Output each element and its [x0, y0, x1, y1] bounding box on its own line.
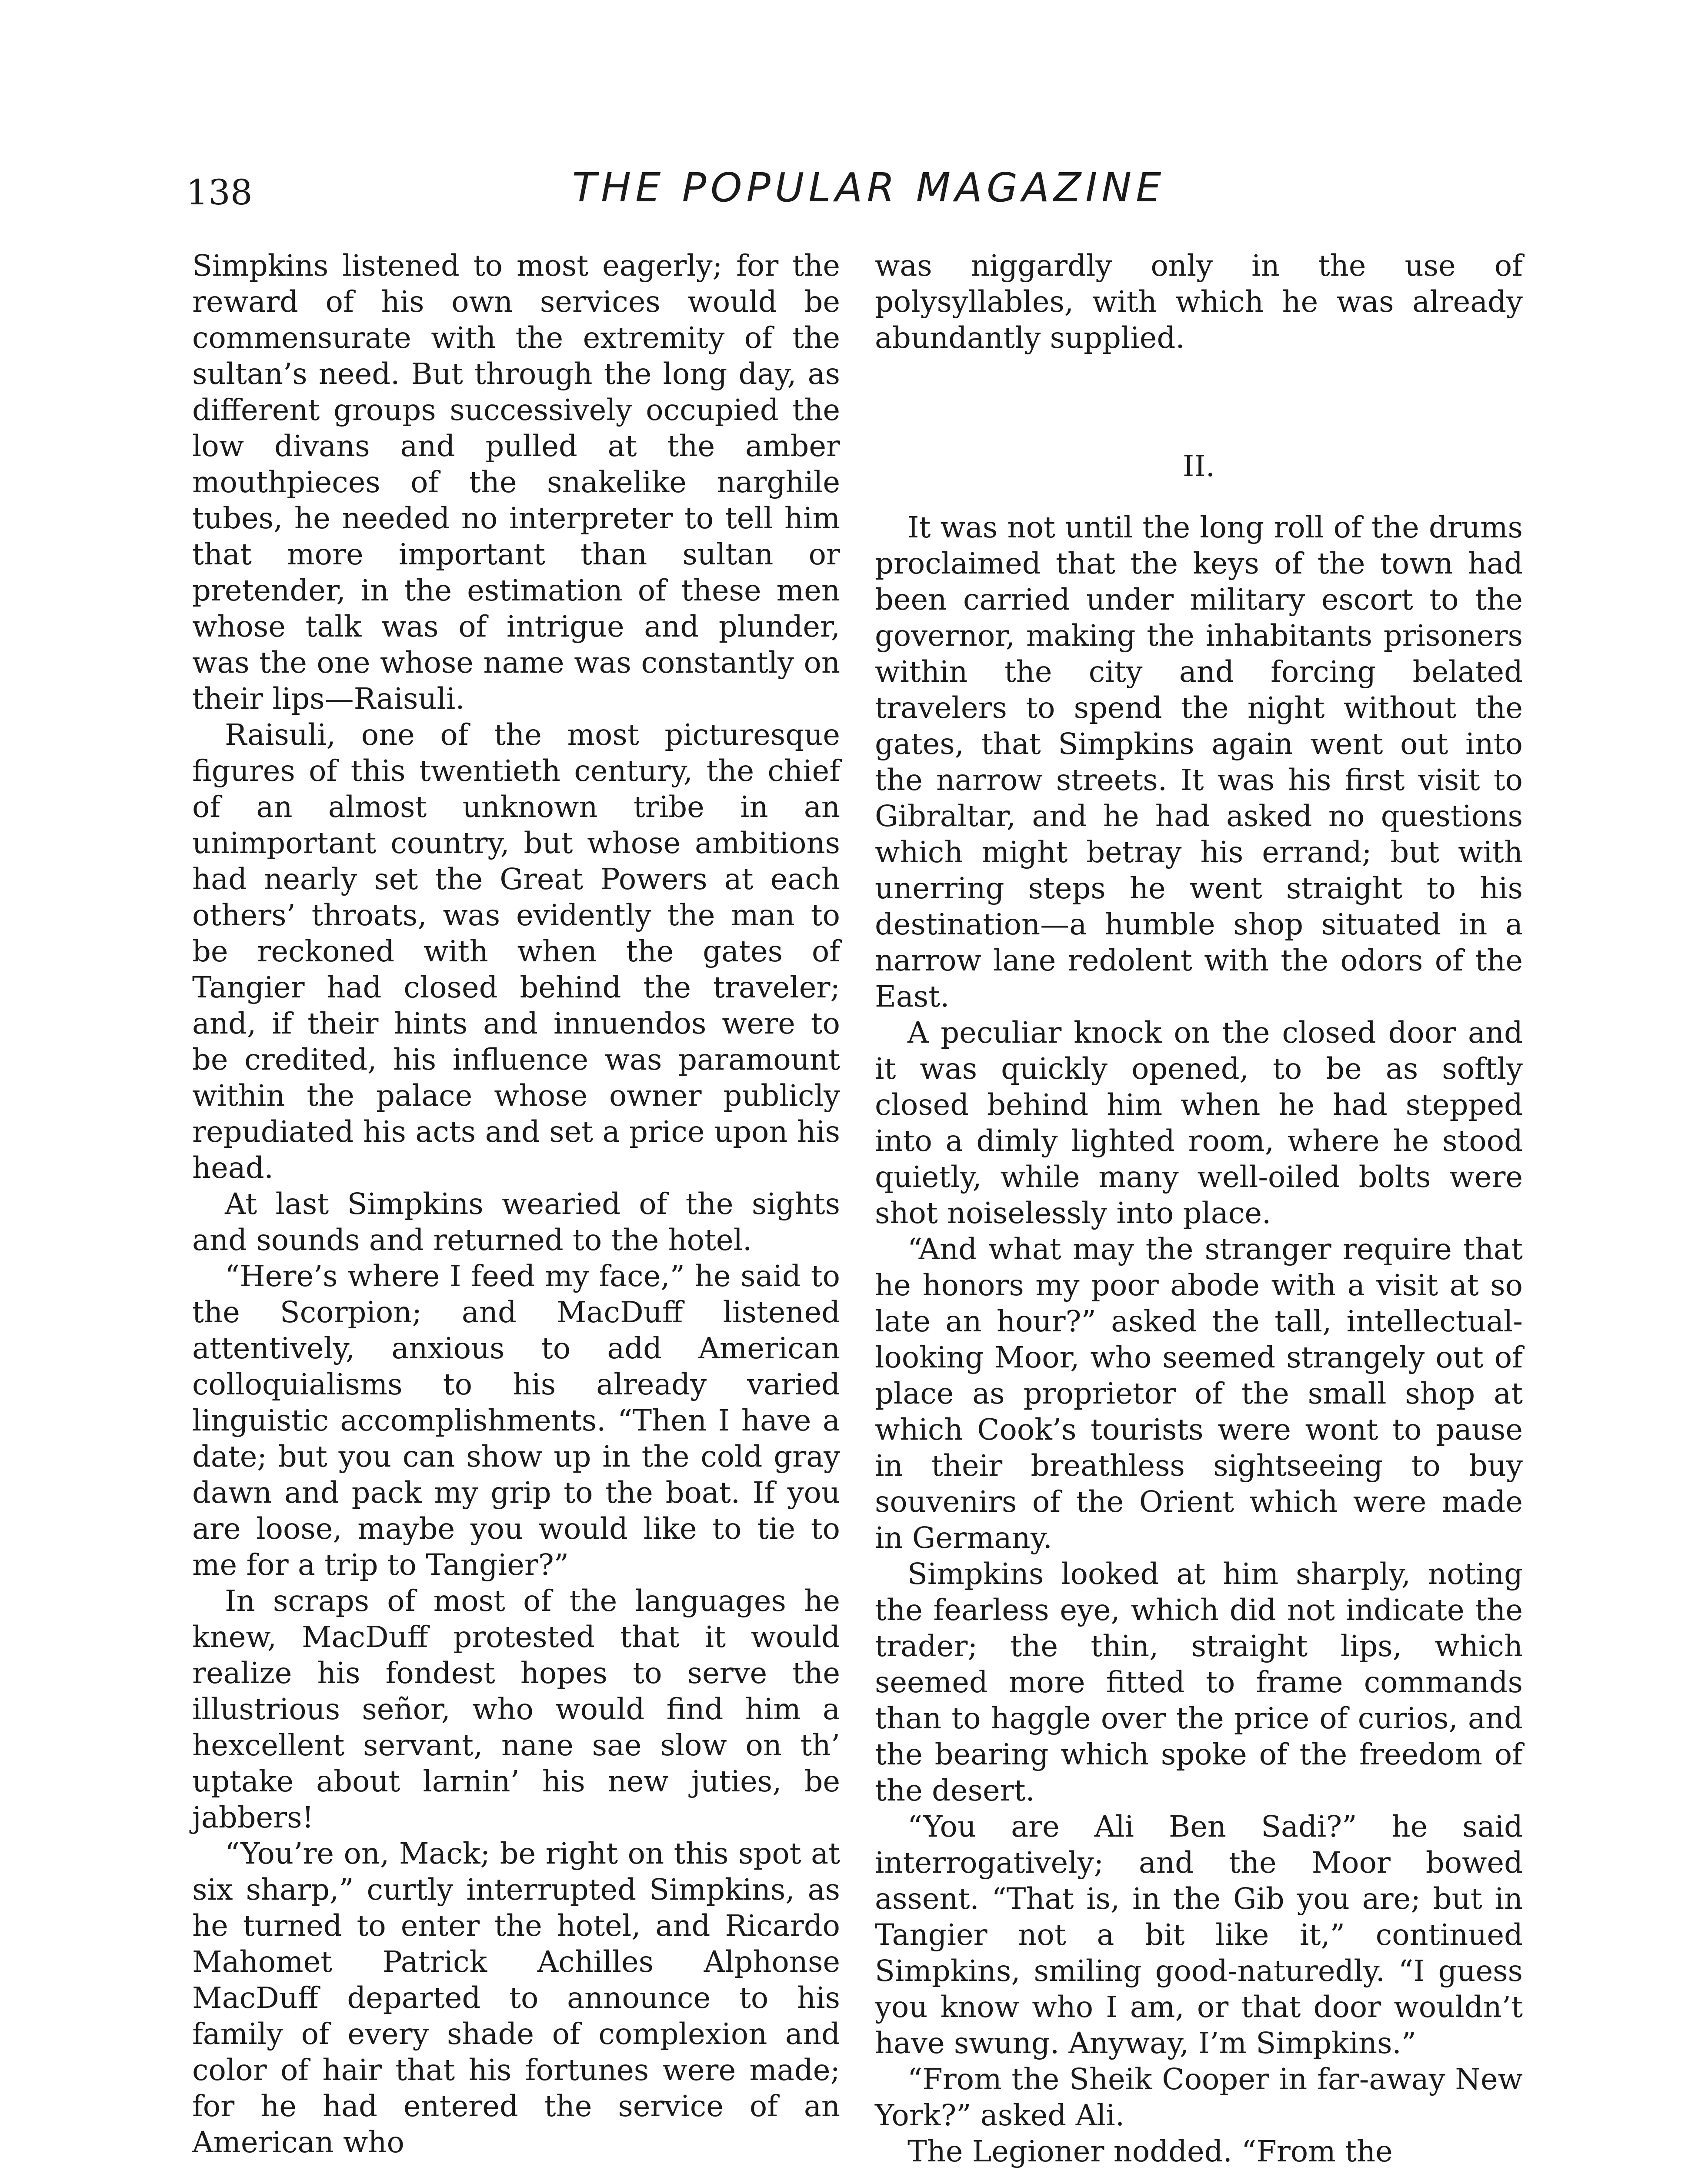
paragraph-continuation: was niggardly only in the use of polysyllables, with which he was already abundantly supplied. — [875, 249, 1523, 355]
paragraph: Raisuli, one of the most picturesque figures of this twentieth century, the chief of an almost unknown tribe in an unimportant country, but whose ambitions had nearly set the Great Powers at each others’ throats, was evidently the man to be reckoned with when the gates of Tangier had closed behind the traveler; and, if their hints and innuendos were to be credited, his influence was paramount within the palace whose owner publicly repudiated his acts and set a price upon his head. — [192, 718, 840, 1185]
page-number: 138 — [186, 172, 253, 213]
paragraph: “You are Ali Ben Sadi?” he said interrogatively; and the Moor bowed assent. “That is, in the Gib you are; but in Tangier not a bit like it,” continued Simpkins, smiling good-naturedly. “I guess you know who I am, or that door wouldn’t have swung. Anyway, I’m Simpkins.” — [875, 1810, 1523, 2060]
paragraph: “From the Sheik Cooper in far-away New York?” asked Ali. — [875, 2062, 1523, 2132]
paragraph: Simpkins looked at him sharply, noting the fearless eye, which did not indicate the trader; the thin, straight lips, which seemed more fitted to frame commands than to haggle over the price of curios, and the bearing which spoke of the freedom of the desert. — [875, 1557, 1523, 1807]
paragraph: “You’re on, Mack; be right on this spot at six sharp,” curtly interrupted Simpkins, as he turned to enter the hotel, and Ricardo Mahomet Patrick Achilles Alphonse MacDuff departed to announce to his family of every shade of complexion and color of hair that his fortunes were made; for he had entered the service of an American who — [192, 1837, 840, 2159]
paragraph: “And what may the stranger require that he honors my poor abode with a visit at so late an hour?” asked the tall, intellectual-looking Moor, who seemed strangely out of place as proprietor of the small shop at which Cook’s tourists were wont to pause in their breathless sightseeing to buy souvenirs of the Orient which were made in Germany. — [875, 1232, 1523, 1555]
paragraph: A peculiar knock on the closed door and it was quickly opened, to be as softly closed behind him when he had stepped into a dimly lighted room, where he stood quietly, while many well-oiled bolts were shot noiselessly into place. — [875, 1016, 1523, 1230]
magazine-title: THE POPULAR MAGAZINE — [572, 164, 1166, 211]
page-header — [186, 164, 1551, 225]
paragraph: It was not until the long roll of the drums proclaimed that the keys of the town had been carried under military escort to the governor, making the inhabitants prisoners within the city and forcing belated travelers to spend the night without the gates, that Simpkins again went out into the narrow streets. It was his first visit to Gibraltar, and he had asked no questions which might betray his errand; but with unerring steps he went straight to his destination—a humble shop situated in a narrow lane redolent with the odors of the East. — [875, 510, 1523, 1014]
paragraph: “Here’s where I feed my face,” he said to the Scorpion; and MacDuff listened attentively, anxious to add American colloquialisms to his already varied linguistic accomplishments. “Then I have a date; but you can show up in the cold gray dawn and pack my grip to the boat. If you are loose, maybe you would like to tie to me for a trip to Tangier?” — [192, 1259, 840, 1582]
paragraph: Simpkins listened to most eagerly; for the reward of his own services would be commensurate with the extremity of the sultan’s need. But through the long day, as different groups successively occupied the low divans and pulled at the amber mouthpieces of the snakelike narghile tubes, he needed no interpreter to tell him that more important than sultan or pretender, in the estimation of these men whose talk was of intrigue and plunder, was the one whose name was constantly on their lips—Raisuli. — [192, 249, 840, 716]
paragraph: The Legioner nodded. “From the — [907, 2134, 1393, 2168]
paragraph: In scraps of most of the languages he knew, MacDuff protested that it would realize his fondest hopes to serve the illustrious señor, who would find him a hexcellent servant, nane sae slow on th’ uptake about larnin’ his new juties, be jabbers! — [192, 1584, 840, 1834]
left-column — [192, 248, 840, 2161]
paragraph: At last Simpkins wearied of the sights and sounds and returned to the hotel. — [192, 1187, 840, 1257]
section-heading: II. — [1182, 449, 1215, 483]
right-column — [875, 248, 1523, 2170]
